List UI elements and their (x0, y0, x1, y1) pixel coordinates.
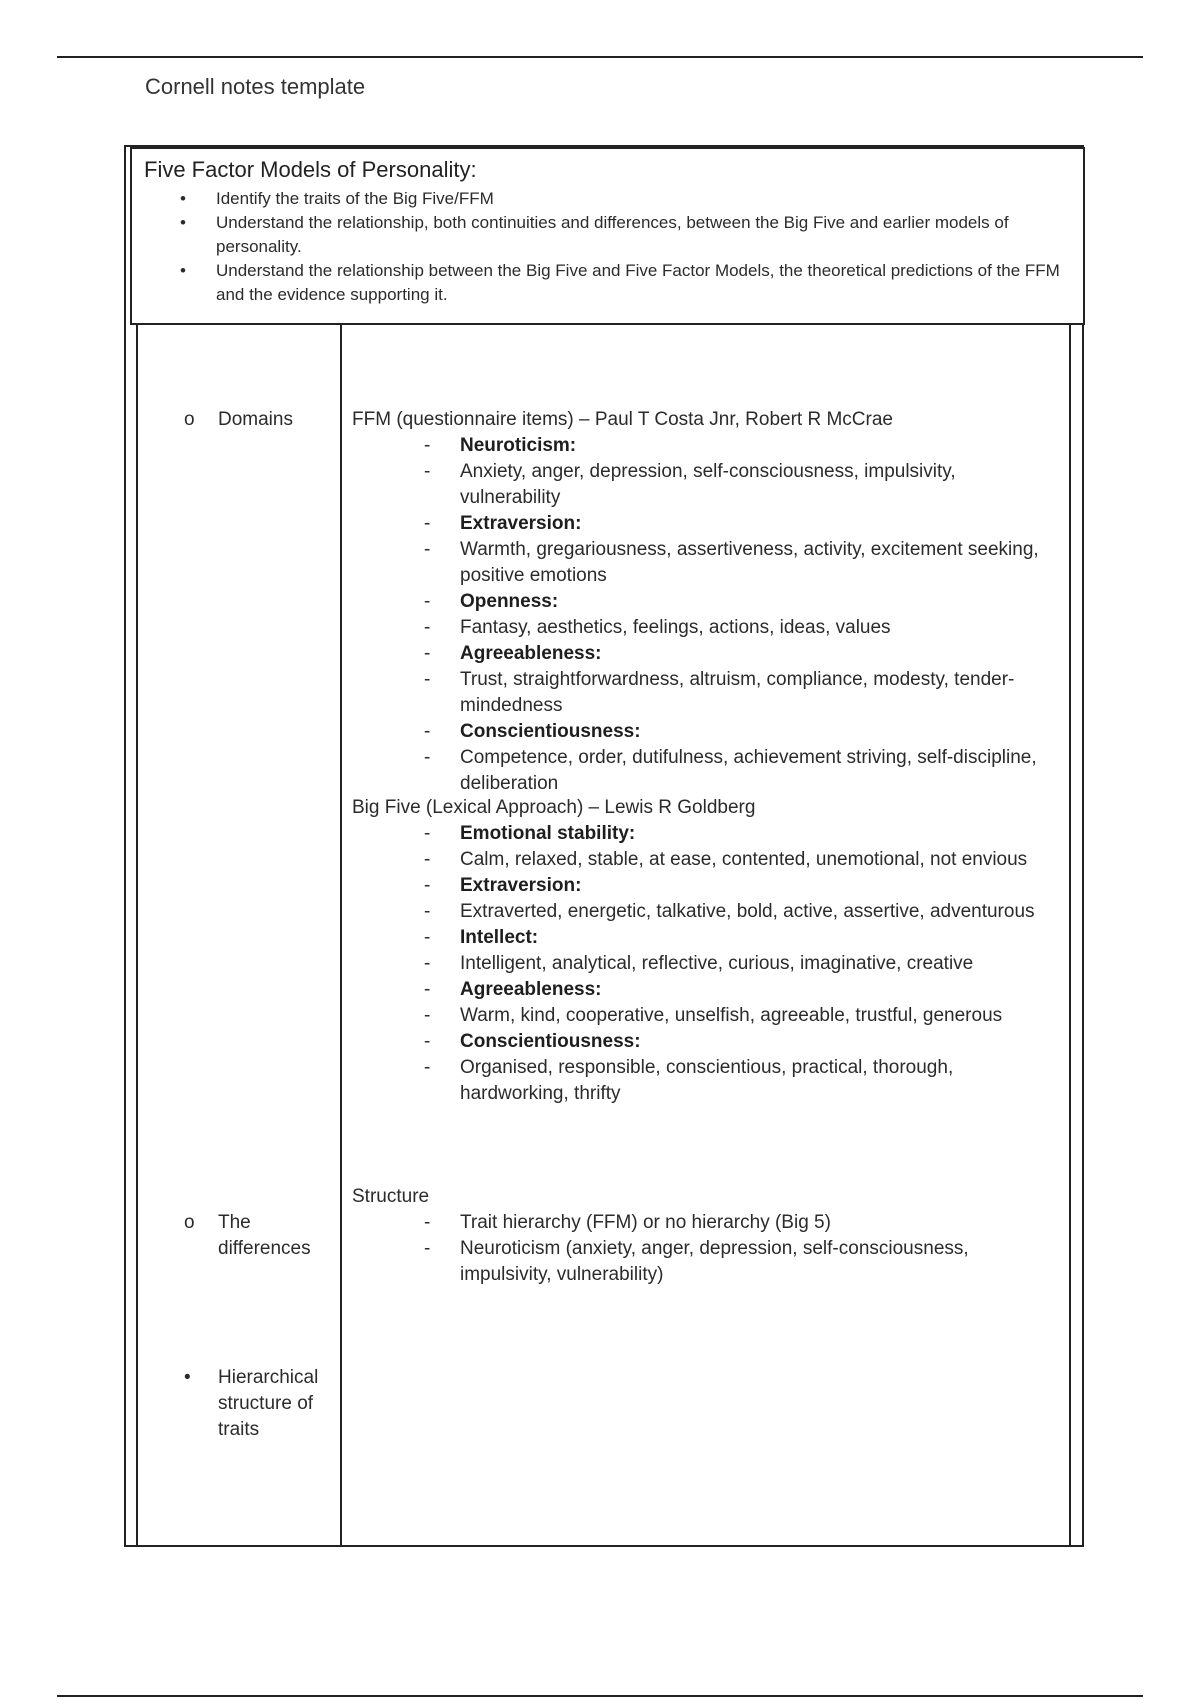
bullet-icon: • (184, 1367, 191, 1388)
trait-facets: - Extraverted, energetic, talkative, bold, active, assertive, adventurous (420, 899, 1060, 925)
cue-domains: o Domains (184, 407, 328, 433)
trait-heading: - Conscientiousness: (420, 1029, 1060, 1055)
objective-item: • Understand the relationship, both continuities and differences, between the Big Five and earlier models of personality. (180, 213, 1009, 256)
trait-heading: - Extraversion: (420, 511, 1060, 537)
objective-item: • Identify the traits of the Big Five/FFM (144, 187, 1069, 211)
trait-heading: - Agreeableness: (420, 641, 1060, 667)
dash-icon: - (424, 1238, 431, 1259)
trait-facets: - Calm, relaxed, stable, at ease, contented, unemotional, not envious (420, 847, 1060, 873)
trait-facets: - Warm, kind, cooperative, unselfish, agreeable, trustful, generous (420, 1003, 1060, 1029)
cue-differences: o The differences (184, 1212, 311, 1259)
bullet-icon: • (180, 189, 186, 208)
objectives-list (144, 187, 1069, 307)
dash-icon: - (424, 1031, 431, 1052)
trait-heading: - Extraversion: (420, 873, 1060, 899)
document-title: Cornell notes template (145, 74, 366, 99)
dash-icon: - (424, 1005, 431, 1026)
bullet-icon: • (180, 261, 186, 280)
bottom-rule (57, 1695, 1143, 1697)
ffm-heading: FFM (questionnaire items) – Paul T Costa Jnr, Robert R McCrae (352, 409, 893, 430)
dash-icon: - (424, 591, 431, 612)
trait-facets: - Intelligent, analytical, reflective, curious, imaginative, creative (420, 951, 1060, 977)
dash-icon: - (424, 1212, 431, 1233)
bigfive-traits-list (420, 821, 1060, 1107)
trait-heading: - Emotional stability: (420, 821, 1060, 847)
dash-icon: - (424, 927, 431, 948)
dash-icon: - (424, 721, 431, 742)
trait-facets: - Organised, responsible, conscientious, practical, thorough, hardworking, thrifty (424, 1057, 954, 1104)
trait-heading: - Agreeableness: (420, 977, 1060, 1003)
trait-facets: - Neuroticism (anxiety, anger, depression, self-consciousness, impulsivity, vulnerability) (424, 1238, 969, 1285)
structure-list (420, 1210, 1060, 1288)
bigfive-heading: Big Five (Lexical Approach) – Lewis R Goldberg (352, 797, 756, 818)
dash-icon: - (424, 875, 431, 896)
cue-column-divider (340, 323, 342, 1547)
dash-icon: - (424, 669, 431, 690)
dash-icon: - (424, 539, 431, 560)
dash-icon: - (424, 461, 431, 482)
top-rule (57, 56, 1143, 58)
bullet-icon: • (180, 213, 186, 232)
structure-heading: Structure (352, 1186, 430, 1207)
dash-icon: - (424, 823, 431, 844)
trait-facets: - Trait hierarchy (FFM) or no hierarchy (Big 5) (420, 1210, 1060, 1236)
trait-heading: - Neuroticism: (420, 433, 1060, 459)
trait-heading: - Intellect: (420, 925, 1060, 951)
hollow-bullet-icon: o (184, 1212, 195, 1233)
dash-icon: - (424, 953, 431, 974)
trait-facets: - Trust, straightforwardness, altruism, compliance, modesty, tender-mindedness (424, 669, 1015, 716)
topic-header (130, 147, 1085, 325)
dash-icon: - (424, 435, 431, 456)
trait-facets: - Warmth, gregariousness, assertiveness, activity, excitement seeking, positive emotions (424, 539, 1039, 586)
objective-item: • Understand the relationship between the Big Five and Five Factor Models, the theoretical predictions of the FFM and the evidence supporting it. (180, 261, 1060, 304)
ffm-traits-list (420, 433, 1060, 797)
dash-icon: - (424, 849, 431, 870)
dash-icon: - (424, 979, 431, 1000)
trait-facets: - Anxiety, anger, depression, self-consciousness, impulsivity, vulnerability (424, 461, 956, 508)
dash-icon: - (424, 901, 431, 922)
trait-facets: - Fantasy, aesthetics, feelings, actions, ideas, values (420, 615, 1060, 641)
dash-icon: - (424, 513, 431, 534)
trait-facets: - Competence, order, dutifulness, achievement striving, self-discipline, deliberation (424, 747, 1037, 794)
trait-heading: - Openness: (420, 589, 1060, 615)
topic-title: Five Factor Models of Personality: (144, 157, 477, 182)
dash-icon: - (424, 1057, 431, 1078)
cue-hierarchical-structure: • Hierarchical structure of traits (184, 1367, 319, 1440)
dash-icon: - (424, 643, 431, 664)
trait-heading: - Conscientiousness: (420, 719, 1060, 745)
dash-icon: - (424, 617, 431, 638)
hollow-bullet-icon: o (184, 409, 195, 430)
dash-icon: - (424, 747, 431, 768)
